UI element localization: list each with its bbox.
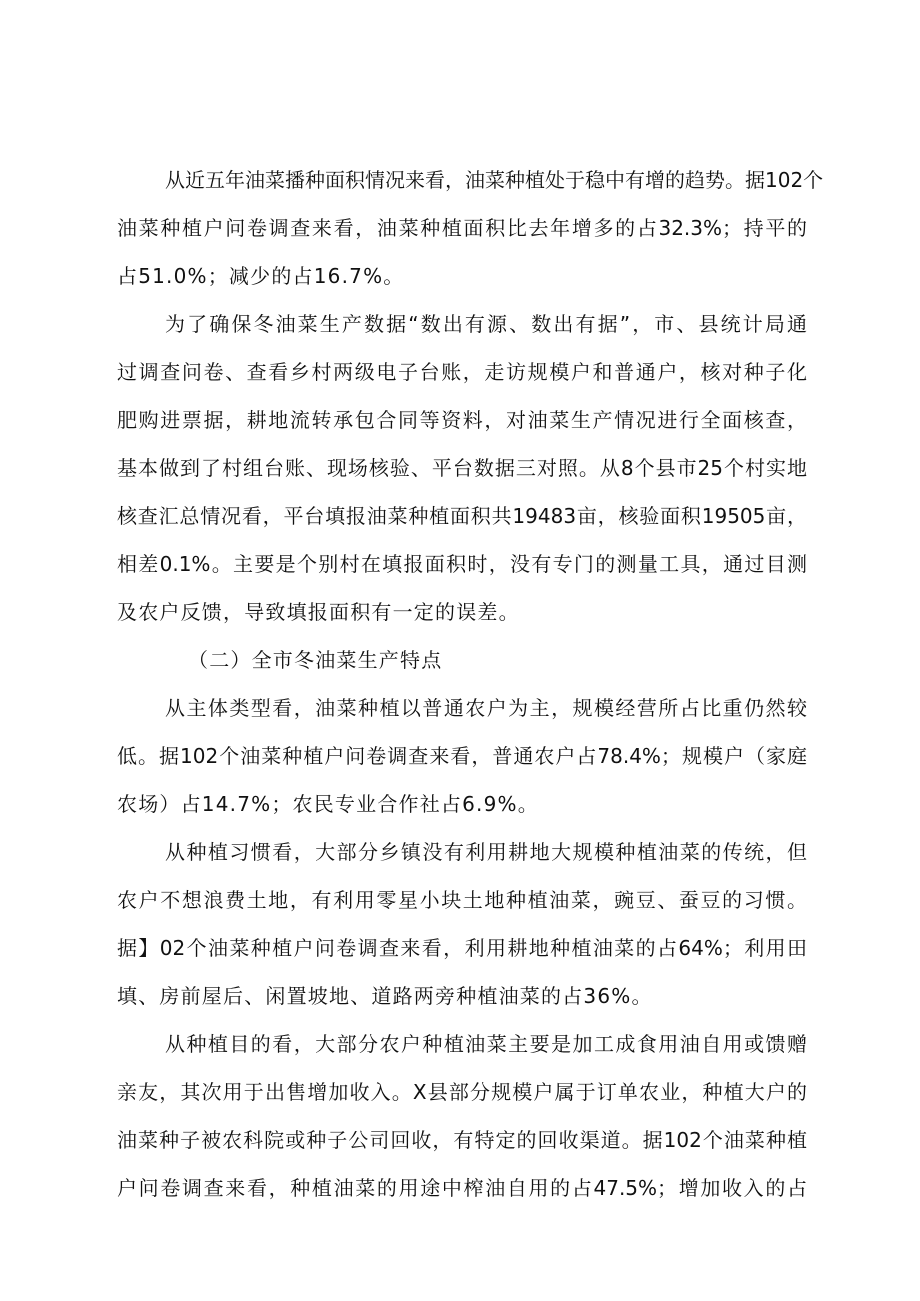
- paragraph-2-line-7: 及农户反馈，导致填报面积有一定的误差。: [117, 600, 520, 624]
- paragraph-1-line-3: 占51.0%；减少的占16.7%。: [117, 264, 405, 288]
- paragraph-1-line-1: 从近五年油菜播种面积情况来看，油菜种植处于稳中有增的趋势。据102个: [165, 168, 824, 192]
- paragraph-3-line-2: 低。据102个油菜种植户问卷调查来看，普通农户占78.4%；规模户（家庭: [117, 744, 807, 768]
- paragraph-4-line-2: 农户不想浪费土地，有利用零星小块土地种植油菜，豌豆、蚕豆的习惯。: [117, 888, 807, 912]
- paragraph-2-line-3: 肥购进票据，耕地流转承包合同等资料，对油菜生产情况进行全面核查，: [117, 408, 807, 432]
- section-heading: （二）全市冬油菜生产特点: [188, 648, 443, 672]
- paragraph-2-line-1: 为了确保冬油菜生产数据“数出有源、数出有据”，市、县统计局通: [165, 312, 807, 336]
- paragraph-2-line-5: 核查汇总情况看，平台填报油菜种植面积共19483亩，核验面积19505亩，: [117, 504, 807, 528]
- paragraph-5-line-2: 亲友，其次用于出售增加收入。X县部分规模户属于订单农业，种植大户的: [117, 1080, 807, 1104]
- paragraph-5-line-1: 从种植目的看，大部分农户种植油菜主要是加工成食用油自用或馈赠: [165, 1032, 807, 1056]
- paragraph-2-line-4: 基本做到了村组台账、现场核验、平台数据三对照。从8个县市25个村实地: [117, 456, 807, 480]
- paragraph-2-line-6: 相差0.1%。主要是个别村在填报面积时，没有专门的测量工具，通过目测: [117, 552, 807, 576]
- paragraph-5-line-3: 油菜种子被农科院或种子公司回收，有特定的回收渠道。据102个油菜种植: [117, 1128, 807, 1152]
- paragraph-3-line-1: 从主体类型看，油菜种植以普通农户为主，规模经营所占比重仍然较: [165, 696, 807, 720]
- paragraph-1-line-2: 油菜种植户问卷调查来看，油菜种植面积比去年增多的占32.3%；持平的: [117, 216, 807, 240]
- paragraph-3-line-3: 农场）占14.7%；农民专业合作社占6.9%。: [117, 792, 539, 816]
- paragraph-2-line-2: 过调查问卷、查看乡村两级电子台账，走访规模户和普通户，核对种子化: [117, 360, 807, 384]
- paragraph-5-line-4: 户问卷调查来看，种植油菜的用途中榨油自用的占47.5%；增加收入的占: [117, 1176, 807, 1200]
- paragraph-4-line-4: 填、房前屋后、闲置坡地、道路两旁种植油菜的占36%。: [117, 984, 653, 1008]
- paragraph-4-line-1: 从种植习惯看，大部分乡镇没有利用耕地大规模种植油菜的传统，但: [165, 840, 807, 864]
- paragraph-4-line-3: 据】02个油菜种植户问卷调查来看，利用耕地种植油菜的占64%；利用田: [117, 936, 807, 960]
